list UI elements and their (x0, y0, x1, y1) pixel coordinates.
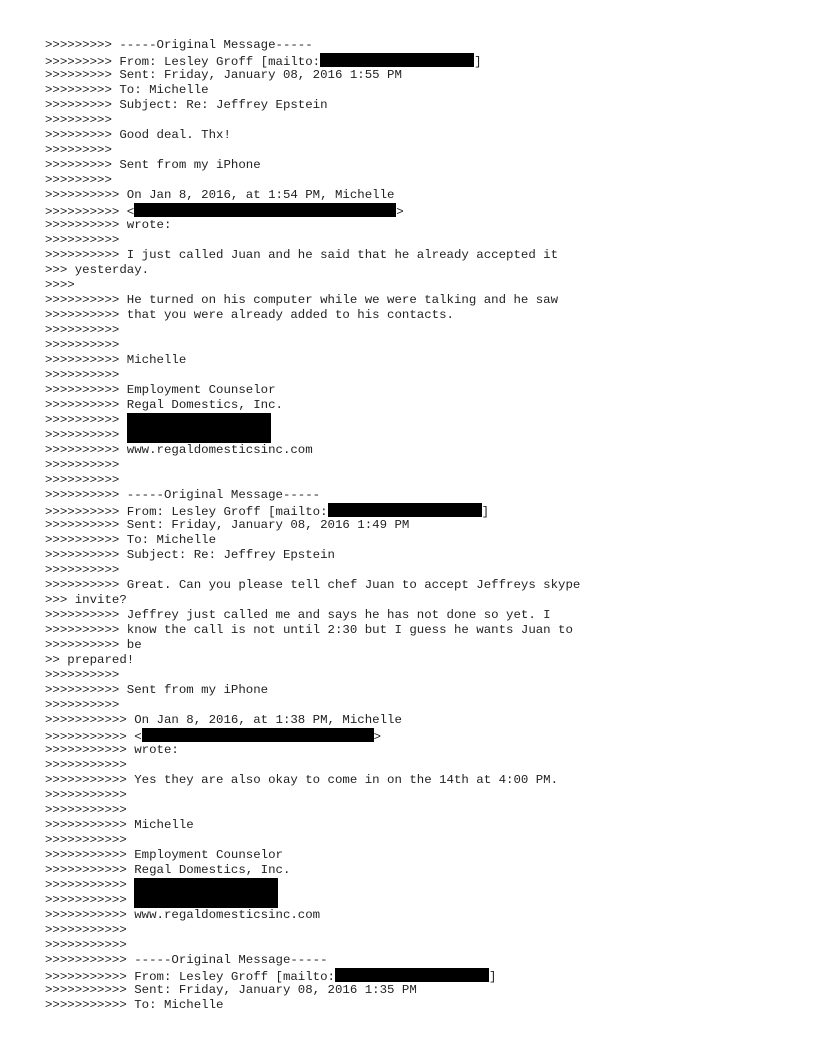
text-line (45, 668, 805, 683)
redaction-block (134, 203, 396, 217)
text-line (45, 98, 805, 113)
redaction-block (335, 968, 489, 982)
text-line (45, 488, 805, 503)
text-line (45, 968, 805, 983)
line-text: >>>>>>>>> From: Lesley Groff [mailto: (45, 55, 321, 69)
line-text: >>>>>>>>>> From: Lesley Groff [mailto: (45, 505, 328, 519)
line-text: >>>>>>>>>>> (45, 893, 127, 907)
text-line (45, 203, 805, 218)
line-text: >>>>>>>>>> (45, 413, 127, 427)
line-text: >>>>>>>>> -----Original Message----- (45, 38, 313, 52)
text-line (45, 443, 805, 458)
line-text: >>>>>>>>> To: Michelle (45, 83, 209, 97)
text-line (45, 188, 805, 203)
line-text: >>>>>>>>>>> (45, 803, 127, 817)
line-text: >>>>>>>>>> (45, 323, 120, 337)
line-text: >>>>>>>>>> Regal Domestics, Inc. (45, 398, 283, 412)
text-line (45, 383, 805, 398)
line-text-suffix: ] (481, 505, 489, 519)
line-text: >>>>>>>>>>> (45, 938, 127, 952)
line-text: >>>>>>>>>> Sent from my iPhone (45, 683, 269, 697)
text-line (45, 278, 805, 293)
line-text: >>>>>>>>>> (45, 473, 120, 487)
line-text: >>>>>>>>>> Michelle (45, 353, 187, 367)
line-text: >>>>>>>>>>> (45, 833, 127, 847)
text-line (45, 743, 805, 758)
line-text: >>>>>>>>>>> www.regaldomesticsinc.com (45, 908, 321, 922)
line-text: >>>>>>>>>>> -----Original Message----- (45, 953, 328, 967)
text-line (45, 713, 805, 728)
text-line (45, 998, 805, 1013)
text-line (45, 503, 805, 518)
line-text: >>>>>>>>>> (45, 668, 120, 682)
text-line (45, 578, 805, 593)
line-text: >>>>>>>>>>> Employment Counselor (45, 848, 283, 862)
text-line (45, 863, 805, 878)
line-text: >>>>>>>>> Subject: Re: Jeffrey Epstein (45, 98, 328, 112)
redaction-block (328, 503, 482, 517)
line-text: >>>>>>>>>> < (45, 205, 135, 219)
line-text: >>>>>>>>>>> < (45, 730, 142, 744)
line-text: >>>>>>>>>> (45, 563, 120, 577)
text-line (45, 728, 805, 743)
line-text: >>> invite? (45, 593, 127, 607)
text-line (45, 173, 805, 188)
redaction-block (142, 728, 374, 742)
line-text: >>> yesterday. (45, 263, 150, 277)
text-line (45, 983, 805, 998)
line-text: >> prepared! (45, 653, 135, 667)
line-text: >>>>>>>>>>> Sent: Friday, January 08, 2016 1:35 PM (45, 983, 417, 997)
line-text: >>>>>>>>>>> (45, 788, 127, 802)
text-line (45, 758, 805, 773)
text-line (45, 773, 805, 788)
text-line (45, 803, 805, 818)
line-text-suffix: > (373, 730, 382, 744)
line-text: >>>>>>>>>> know the call is not until 2:30 but I guess he wants Juan to (45, 623, 573, 637)
text-line (45, 83, 805, 98)
text-line (45, 533, 805, 548)
text-line (45, 473, 805, 488)
line-text: >>>>>>>>>> that you were already added to his contacts. (45, 308, 454, 322)
line-text: >>>>>>>>>> Employment Counselor (45, 383, 276, 397)
text-line (45, 623, 805, 638)
redaction-block (134, 878, 278, 908)
email-thread-document (45, 38, 805, 1013)
text-line (45, 308, 805, 323)
text-line (45, 698, 805, 713)
text-line (45, 263, 805, 278)
line-text: >>>>>>>>>> Great. Can you please tell chef Juan to accept Jeffreys skype (45, 578, 581, 592)
line-text: >>>>>>>>>>> (45, 878, 135, 892)
text-line (45, 68, 805, 83)
line-text: >>>>>>>>>> (45, 338, 120, 352)
text-line (45, 518, 805, 533)
line-text: >>>>>>>>>>> On Jan 8, 2016, at 1:38 PM, Michelle (45, 713, 402, 727)
text-line (45, 593, 805, 608)
text-line (45, 338, 805, 353)
line-text: >>>>>>>>>> wrote: (45, 218, 172, 232)
text-line (45, 158, 805, 173)
line-text: >>>> (45, 278, 75, 292)
redaction-block (127, 413, 271, 443)
line-text: >>>>>>>>>> (45, 458, 120, 472)
line-text: >>>>>>>>> Sent from my iPhone (45, 158, 261, 172)
line-text: >>>>>>>>>> Subject: Re: Jeffrey Epstein (45, 548, 335, 562)
text-line (45, 938, 805, 953)
line-text: >>>>>>>>>>> Regal Domestics, Inc. (45, 863, 291, 877)
text-line (45, 398, 805, 413)
line-text: >>>>>>>>>> (45, 698, 120, 712)
line-text: >>>>>>>>>> I just called Juan and he said that he already accepted it (45, 248, 559, 262)
line-text: >>>>>>>>> Good deal. Thx! (45, 128, 231, 142)
text-line (45, 548, 805, 563)
text-line (45, 53, 805, 68)
text-line (45, 788, 805, 803)
line-text: >>>>>>>>>> To: Michelle (45, 533, 217, 547)
line-text: >>>>>>>>>> www.regaldomesticsinc.com (45, 443, 313, 457)
text-line (45, 293, 805, 308)
line-text: >>>>>>>>>> On Jan 8, 2016, at 1:54 PM, Michelle (45, 188, 395, 202)
line-text: >>>>>>>>>> (45, 233, 120, 247)
line-text: >>>>>>>>> (45, 113, 112, 127)
text-line (45, 923, 805, 938)
text-line (45, 38, 805, 53)
text-line (45, 908, 805, 923)
line-text: >>>>>>>>>> Sent: Friday, January 08, 2016 1:49 PM (45, 518, 410, 532)
text-line (45, 143, 805, 158)
line-text: >>>>>>>>>>> (45, 758, 127, 772)
text-line (45, 353, 805, 368)
line-text-suffix: ] (474, 55, 482, 69)
line-text: >>>>>>>>> (45, 173, 112, 187)
text-line (45, 833, 805, 848)
text-line (45, 458, 805, 473)
line-text: >>>>>>>>>>> Yes they are also okay to come in on the 14th at 4:00 PM. (45, 773, 559, 787)
text-line (45, 248, 805, 263)
text-line (45, 128, 805, 143)
line-text: >>>>>>>>>> be (45, 638, 142, 652)
text-line (45, 218, 805, 233)
line-text: >>>>>>>>>>> (45, 923, 127, 937)
line-text: >>>>>>>>> (45, 143, 112, 157)
line-text: >>>>>>>>>>> To: Michelle (45, 998, 224, 1012)
text-line (45, 233, 805, 248)
line-text: >>>>>>>>> Sent: Friday, January 08, 2016 1:55 PM (45, 68, 402, 82)
line-text: >>>>>>>>>> Jeffrey just called me and says he has not done so yet. I (45, 608, 551, 622)
text-line (45, 323, 805, 338)
line-text-suffix: ] (489, 970, 497, 984)
line-text: >>>>>>>>>> (45, 368, 120, 382)
line-text: >>>>>>>>>> -----Original Message----- (45, 488, 321, 502)
line-text-suffix: > (396, 205, 404, 219)
line-text: >>>>>>>>>>> Michelle (45, 818, 194, 832)
redaction-block (320, 53, 474, 67)
text-line (45, 878, 805, 893)
text-line (45, 608, 805, 623)
text-line (45, 848, 805, 863)
text-line (45, 413, 805, 428)
line-text: >>>>>>>>>>> wrote: (45, 743, 179, 757)
text-line (45, 113, 805, 128)
line-text: >>>>>>>>>> (45, 428, 120, 442)
line-text: >>>>>>>>>>> From: Lesley Groff [mailto: (45, 970, 335, 984)
text-line (45, 368, 805, 383)
text-line (45, 638, 805, 653)
text-line (45, 563, 805, 578)
line-text: >>>>>>>>>> He turned on his computer while we were talking and he saw (45, 293, 559, 307)
text-line (45, 653, 805, 668)
text-line (45, 818, 805, 833)
text-line (45, 953, 805, 968)
text-line (45, 683, 805, 698)
